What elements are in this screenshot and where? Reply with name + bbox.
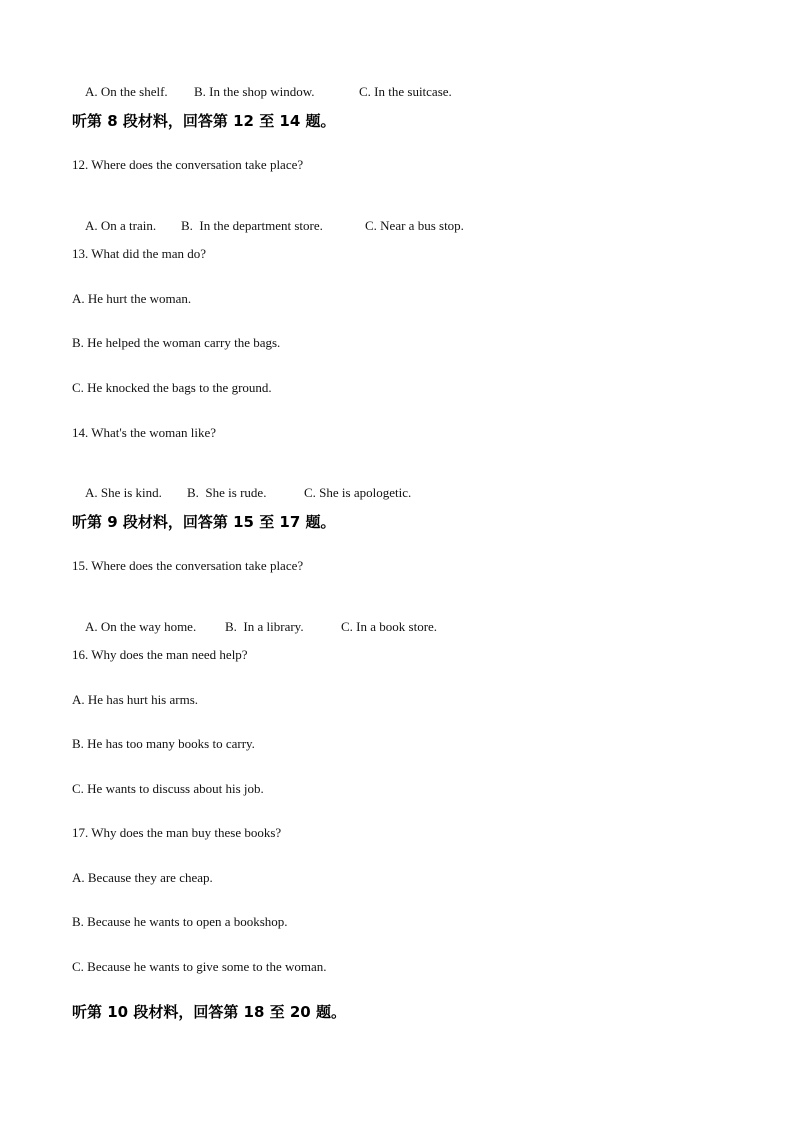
q14-options — [72, 469, 412, 517]
q13-stem: 13. What did the man do? — [72, 246, 207, 261]
q16-stem: 16. Why does the man need help? — [72, 647, 248, 662]
q15-option-a: A. On the way home. — [85, 619, 197, 634]
q12-options — [72, 202, 464, 250]
q16-option-b: B. He has too many books to carry. — [72, 736, 255, 751]
q16-option-a: A. He has hurt his arms. — [72, 692, 199, 707]
q12-option-a: A. On a train. — [85, 218, 157, 233]
q14-option-b: B. She is rude. — [187, 485, 267, 500]
q14-option-a: A. She is kind. — [85, 485, 162, 500]
section-9-heading: 听第 9 段材料，回答第 15 至 17 题。 — [72, 513, 336, 531]
q11-option-c: C. In the suitcase. — [359, 84, 452, 99]
q15-options — [72, 603, 438, 651]
q17-option-b: B. Because he wants to open a bookshop. — [72, 914, 288, 929]
q13-option-b: B. He helped the woman carry the bags. — [72, 335, 281, 350]
q17-option-c: C. Because he wants to give some to the woman. — [72, 959, 327, 974]
q11-option-a: A. On the shelf. — [85, 84, 168, 99]
q12-option-b: B. In the department store. — [181, 218, 323, 233]
q16-option-c: C. He wants to discuss about his job. — [72, 781, 264, 796]
q13-option-c: C. He knocked the bags to the ground. — [72, 380, 272, 395]
q15-option-b: B. In a library. — [225, 619, 304, 634]
q17-stem: 17. Why does the man buy these books? — [72, 825, 282, 840]
q13-option-a: A. He hurt the woman. — [72, 291, 192, 306]
section-8-heading: 听第 8 段材料，回答第 12 至 14 题。 — [72, 112, 336, 130]
q11-options — [72, 68, 452, 116]
q14-option-c: C. She is apologetic. — [304, 485, 412, 500]
section-10-heading: 听第 10 段材料，回答第 18 至 20 题。 — [72, 1003, 346, 1021]
q12-stem: 12. Where does the conversation take place? — [72, 157, 304, 172]
q15-stem: 15. Where does the conversation take place? — [72, 558, 304, 573]
q14-stem: 14. What's the woman like? — [72, 425, 216, 440]
q12-option-c: C. Near a bus stop. — [365, 218, 464, 233]
q11-option-b: B. In the shop window. — [194, 84, 315, 99]
q15-option-c: C. In a book store. — [341, 619, 438, 634]
q17-option-a: A. Because they are cheap. — [72, 870, 213, 885]
